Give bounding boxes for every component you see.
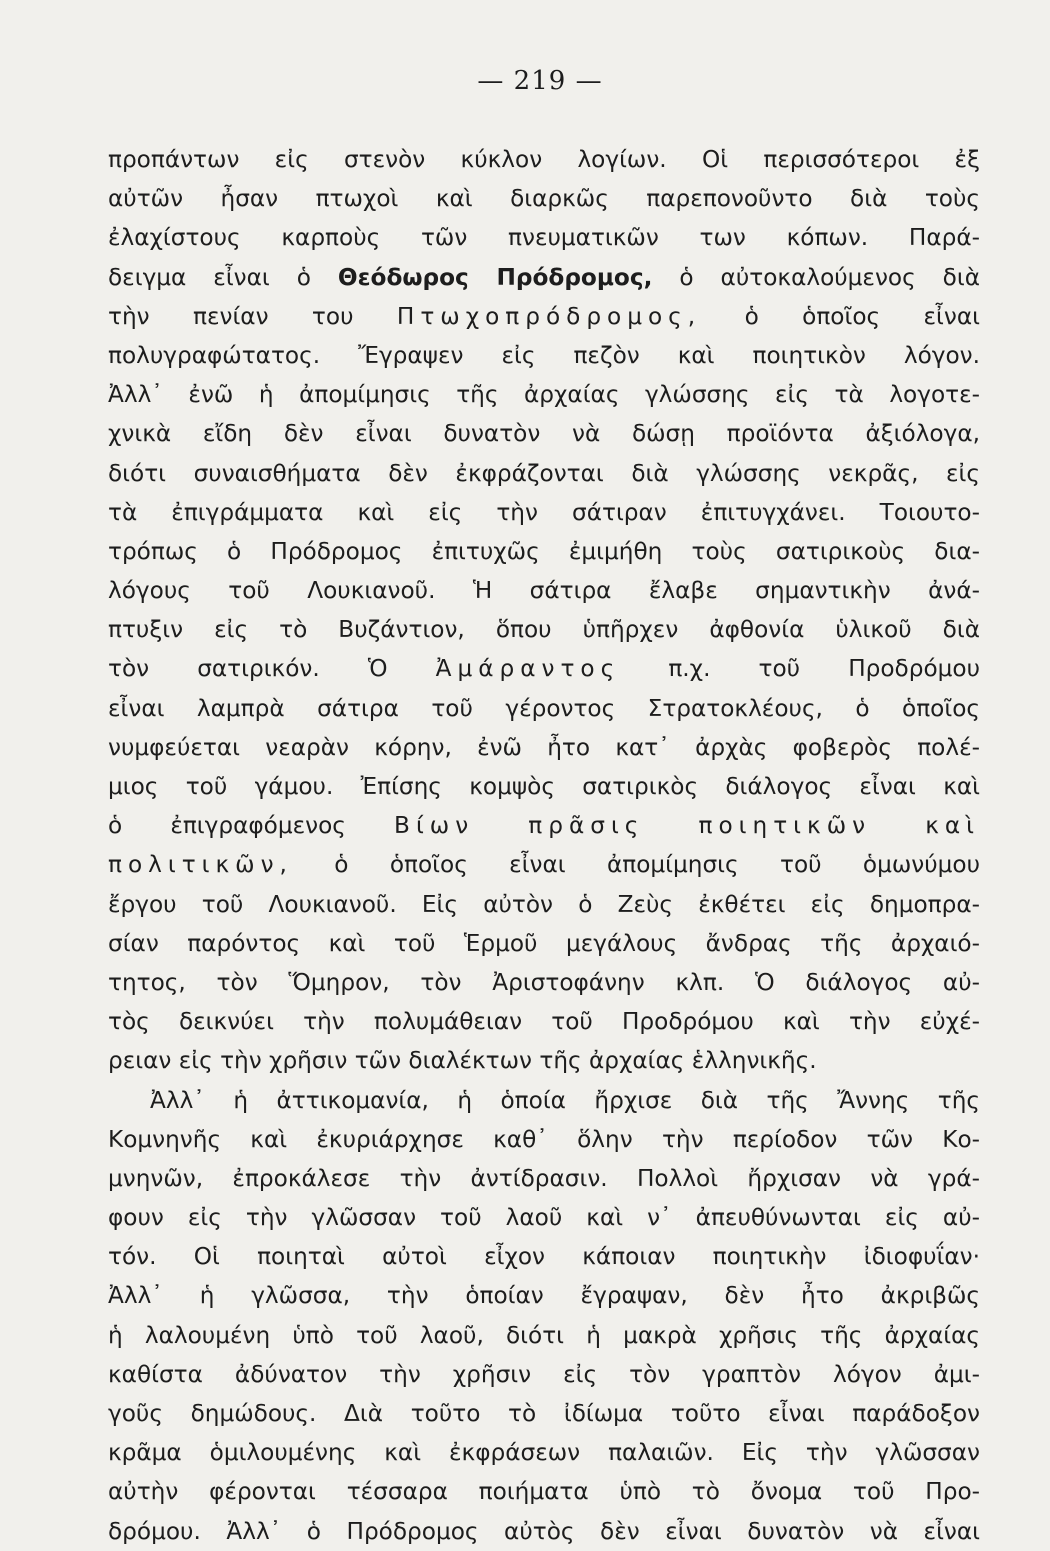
- text-segment: ἔργου τοῦ Λουκιανοῦ. Εἰς αὐτὸν ὁ Ζεὺς ἐκθέτει εἰς δημοπρα-: [108, 890, 980, 918]
- text-line: [108, 689, 980, 728]
- text-segment: μνηνῶν, ἐπροκάλεσε τὴν ἀντίδρασιν. Πολλοὶ ἤρχισαν νὰ γρά-: [108, 1164, 980, 1192]
- body-text: [108, 140, 980, 1551]
- text-segment: Ἀλλ᾽ ἡ γλῶσσα, τὴν ὁποίαν ἔγραψαν, δὲν ἦτο ἀκριβῶς: [108, 1282, 980, 1310]
- text-segment: πτυξιν εἰς τὸ Βυζάντιον, ὅπου ὑπῆρχεν ἀφθονία ὑλικοῦ διὰ: [108, 616, 980, 644]
- text-segment: νυμφεύεται νεαρὰν κόρην, ἐνῶ ἦτο κατ᾽ ἀρχὰς φοβερὸς πολέ-: [108, 733, 980, 761]
- page-number: — 219 —: [477, 66, 603, 96]
- text-segment: ἐλαχίστους καρποὺς τῶν πνευματικῶν των κόπων. Παρά-: [108, 224, 980, 252]
- text-segment: ὁ αὐτοκαλούμενος διὰ: [652, 263, 980, 291]
- text-segment: εἶναι λαμπρὰ σάτιρα τοῦ γέροντος Στρατοκλέους, ὁ ὁποῖος: [108, 694, 980, 722]
- text-line: [108, 649, 980, 688]
- text-segment: τὴν πενίαν του: [108, 302, 397, 330]
- text-line: [108, 532, 980, 571]
- text-segment: τὸς δεικνύει τὴν πολυμάθειαν τοῦ Προδρόμου καὶ τὴν εὐχέ-: [108, 1008, 980, 1036]
- text-line: [108, 1237, 980, 1276]
- text-segment: Κομνηνῆς καὶ ἐκυριάρχησε καθ᾽ ὅλην τὴν περίοδον τῶν Κο-: [108, 1125, 980, 1153]
- text-line: [108, 767, 980, 806]
- text-line: [108, 610, 980, 649]
- text-line: [108, 258, 980, 297]
- spaced-emphasis: Ἀμάραντος: [435, 655, 621, 683]
- text-line: [108, 454, 980, 493]
- spaced-emphasis: Πτωχοπρόδρομος,: [396, 302, 702, 330]
- text-segment: χνικὰ εἴδη δὲν εἶναι δυνατὸν νὰ δώσῃ προϊόντα ἀξιόλογα,: [108, 420, 980, 448]
- text-segment: προπάντων εἰς στενὸν κύκλον λογίων. Οἱ περισσότεροι ἐξ: [108, 146, 980, 173]
- text-line: [108, 1316, 980, 1355]
- text-segment: ρειαν εἰς τὴν χρῆσιν τῶν διαλέκτων τῆς ἀρχαίας ἑλληνικῆς.: [108, 1047, 817, 1075]
- text-segment: τὸν σατιρικόν. Ὁ: [108, 655, 436, 683]
- text-segment: σίαν παρόντος καὶ τοῦ Ἑρμοῦ μεγάλους ἄνδρας τῆς ἀρχαιό-: [108, 929, 980, 957]
- bleed-through-text: [108, 1458, 980, 1488]
- text-segment: ὁ ὁποῖος εἶναι ἀπομίμησις τοῦ ὁμωνύμου: [292, 851, 980, 879]
- text-line: [108, 493, 980, 532]
- text-line: [108, 1512, 980, 1551]
- text-segment: αὐτῶν ἦσαν πτωχοὶ καὶ διαρκῶς παρεπονοῦντο διὰ τοὺς: [108, 185, 980, 213]
- text-line: [108, 1355, 980, 1394]
- text-segment: ὁ ὁποῖος εἶναι: [701, 302, 980, 330]
- spaced-emphasis: πολιτικῶν,: [108, 851, 293, 879]
- text-segment: λόγους τοῦ Λουκιανοῦ. Ἡ σάτιρα ἔλαβε σημαντικὴν ἀνά-: [108, 577, 980, 605]
- text-segment: δειγμα εἶναι ὁ: [108, 263, 338, 291]
- bold-name: Θεόδωρος Πρόδρομος,: [337, 263, 653, 291]
- text-segment: γοῦς δημώδους. Διὰ τοῦτο τὸ ἰδίωμα τοῦτο εἶναι παράδοξον: [108, 1400, 980, 1427]
- text-line: [108, 1041, 980, 1080]
- text-segment: πολυγραφώτατος. Ἔγραψεν εἰς πεζὸν καὶ ποιητικὸν λόγον.: [108, 341, 980, 369]
- text-segment: τητος, τὸν Ὅμηρον, τὸν Ἀριστοφάνην κλπ. Ὁ διάλογος αὐ-: [108, 968, 980, 996]
- spaced-emphasis: Βίων πρᾶσις ποιητικῶν καὶ: [394, 812, 980, 840]
- text-segment: μιος τοῦ γάμου. Ἐπίσης κομψὸς σατιρικὸς διάλογος εἶναι καὶ: [108, 773, 980, 800]
- text-line: [108, 1120, 980, 1159]
- text-segment: π.χ. τοῦ Προδρόμου: [620, 655, 980, 683]
- text-segment: κρᾶμα ὁμιλουμένης καὶ ἐκφράσεων παλαιῶν. Εἰς τὴν γλῶσσαν: [108, 1439, 980, 1467]
- text-line: [108, 1198, 980, 1237]
- text-line: [108, 179, 980, 218]
- text-line: [108, 1394, 980, 1433]
- text-line: [108, 218, 980, 257]
- text-segment: διότι συναισθήματα δὲν ἐκφράζονται διὰ γλώσσης νεκρᾶς, εἰς: [108, 459, 980, 487]
- text-segment: Ἀλλ᾽ ἡ ἀττικομανία, ἡ ὁποία ἤρχισε διὰ τῆς Ἄννης τῆς: [150, 1086, 980, 1114]
- text-segment: δρόμου. Ἀλλ᾽ ὁ Πρόδρομος αὐτὸς δὲν εἶναι δυνατὸν νὰ εἶναι: [108, 1517, 980, 1545]
- text-line: [108, 140, 980, 179]
- text-line: [108, 728, 980, 767]
- text-segment: καθίστα ἀδύνατον τὴν χρῆσιν εἰς τὸν γραπτὸν λόγον ἀμι-: [108, 1360, 980, 1388]
- text-segment: τρόπως ὁ Πρόδρομος ἐπιτυχῶς ἐμιμήθη τοὺς σατιρικοὺς δια-: [108, 537, 980, 565]
- text-line: [108, 297, 980, 336]
- text-segment: Ἀλλ᾽ ἐνῶ ἡ ἀπομίμησις τῆς ἀρχαίας γλώσσης εἰς τὰ λογοτε-: [108, 381, 980, 409]
- text-line: [108, 571, 980, 610]
- text-line: [108, 845, 980, 884]
- text-line: [108, 1276, 980, 1315]
- text-line: [108, 414, 980, 453]
- text-line: [108, 1002, 980, 1041]
- text-line: [108, 375, 980, 414]
- text-line: [108, 336, 980, 375]
- text-line: [108, 963, 980, 1002]
- text-line: [108, 1081, 980, 1120]
- text-line: [108, 885, 980, 924]
- text-line: [108, 924, 980, 963]
- text-line: [108, 1159, 980, 1198]
- text-segment: τὰ ἐπιγράμματα καὶ εἰς τὴν σάτιραν ἐπιτυγχάνει. Τοιουτο-: [108, 498, 980, 526]
- text-segment: φουν εἰς τὴν γλῶσσαν τοῦ λαοῦ καὶ ν᾽ ἀπευθύνωνται εἰς αὐ-: [108, 1204, 980, 1232]
- text-segment: τόν. Οἱ ποιηταὶ αὐτοὶ εἶχον κάποιαν ποιητικὴν ἰδιοφυΐαν·: [108, 1243, 980, 1271]
- text-segment: ὁ ἐπιγραφόμενος: [108, 812, 395, 840]
- text-line: [108, 806, 980, 845]
- text-segment: αὐτὴν φέρονται τέσσαρα ποιήματα ὑπὸ τὸ ὄνομα τοῦ Προ-: [108, 1478, 980, 1506]
- text-segment: ἡ λαλουμένη ὑπὸ τοῦ λαοῦ, διότι ἡ μακρὰ χρῆσις τῆς ἀρχαίας: [108, 1321, 980, 1349]
